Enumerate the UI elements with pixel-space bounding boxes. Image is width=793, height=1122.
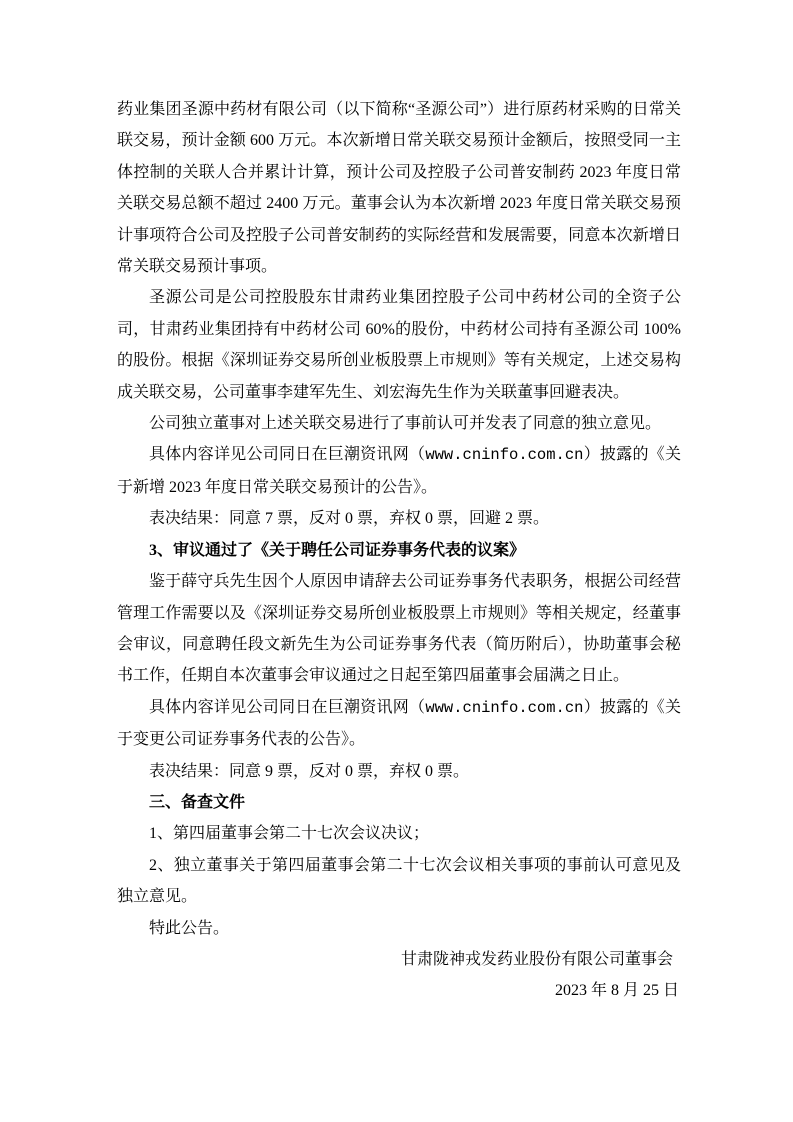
disclosure-change-pre: 具体内容详见公司同日在巨潮资讯网（ bbox=[149, 698, 426, 716]
signature-block bbox=[117, 944, 681, 1007]
cninfo-url: www.cninfo.com.cn bbox=[425, 446, 584, 465]
document-content bbox=[117, 94, 681, 1007]
paragraph-independent-directors-opinion: 公司独立董事对上述关联交易进行了事前认可并发表了同意的独立意见。 bbox=[149, 415, 662, 433]
disclosure-new-estimate-pre: 具体内容详见公司同日在巨潮资讯网（ bbox=[149, 446, 426, 464]
disclosure-new-estimate-post: ）披露的《关于新增 2023 年度日常关联交易预计的公告》。 bbox=[117, 446, 681, 496]
paragraph-vote-result-item3: 表决结果：同意 9 票，反对 0 票，弃权 0 票。 bbox=[149, 762, 470, 780]
disclosure-change-post: ）披露的《关于变更公司证券事务代表的公告》。 bbox=[117, 698, 681, 749]
heading-proposal-3: 3、审议通过了《关于聘任公司证券事务代表的议案》 bbox=[149, 541, 526, 559]
paragraph-vote-result-item2: 表决结果：同意 7 票，反对 0 票，弃权 0 票，回避 2 票。 bbox=[149, 510, 550, 528]
paragraph-announcement-note: 特此公告。 bbox=[149, 919, 230, 937]
heading-reference-documents: 三、备查文件 bbox=[149, 793, 246, 811]
paragraph-shengyuan-ownership: 圣源公司是公司控股股东甘肃药业集团控股子公司中药材公司的全资子公司，甘肃药业集团持有中药材公司 60%的股份，中药材公司持有圣源公司 100%的股份。根据《深圳证券交易所创业板股票上市规则》等有关规定，上述交易构成关联交易，公司董事李建军先生、刘宏海先生作为关联董事回避表决。 bbox=[117, 289, 681, 401]
paragraph-reference-doc-1: 1、第四届董事会第二十七次会议决议； bbox=[149, 825, 430, 843]
paragraph-disclosure-new-estimate bbox=[117, 439, 681, 503]
signature-date: 2023 年 8 月 25 日 bbox=[554, 982, 679, 1000]
paragraph-disclosure-representative-change bbox=[117, 692, 681, 756]
signature-company: 甘肃陇神戎发药业股份有限公司董事会 bbox=[400, 950, 673, 968]
paragraph-reference-doc-2: 2、独立董事关于第四届董事会第二十七次会议相关事项的事前认可意见及独立意见。 bbox=[117, 856, 681, 906]
cninfo-url-2: www.cninfo.com.cn bbox=[425, 698, 584, 717]
paragraph-securities-representative-appointment: 鉴于薛守兵先生因个人原因申请辞去公司证券事务代表职务，根据公司经营管理工作需要以及《深圳证券交易所创业板股票上市规则》等相关规定，经董事会审议，同意聘任段文新先生为公司证券事务代表（简历附后），协助董事会秘书工作，任期自本次董事会审议通过之日起至第四届董事会届满之日止。 bbox=[117, 573, 681, 685]
paragraph-daily-related-transactions: 药业集团圣源中药材有限公司（以下简称“圣源公司”）进行原药材采购的日常关联交易，预计金额 600 万元。本次新增日常关联交易预计金额后，按照受同一主体控制的关联人合并累计计算，预计公司及控股子公司普安制药 2023 年度日常关联交易总额不超过 2400 万元。董事会认为本次新增 2023 年度日常关联交易预计事项符合公司及控股子公司普安制药的实际经营和发展需要，同意本次新增日常关联交易预计事项。 bbox=[117, 101, 681, 276]
